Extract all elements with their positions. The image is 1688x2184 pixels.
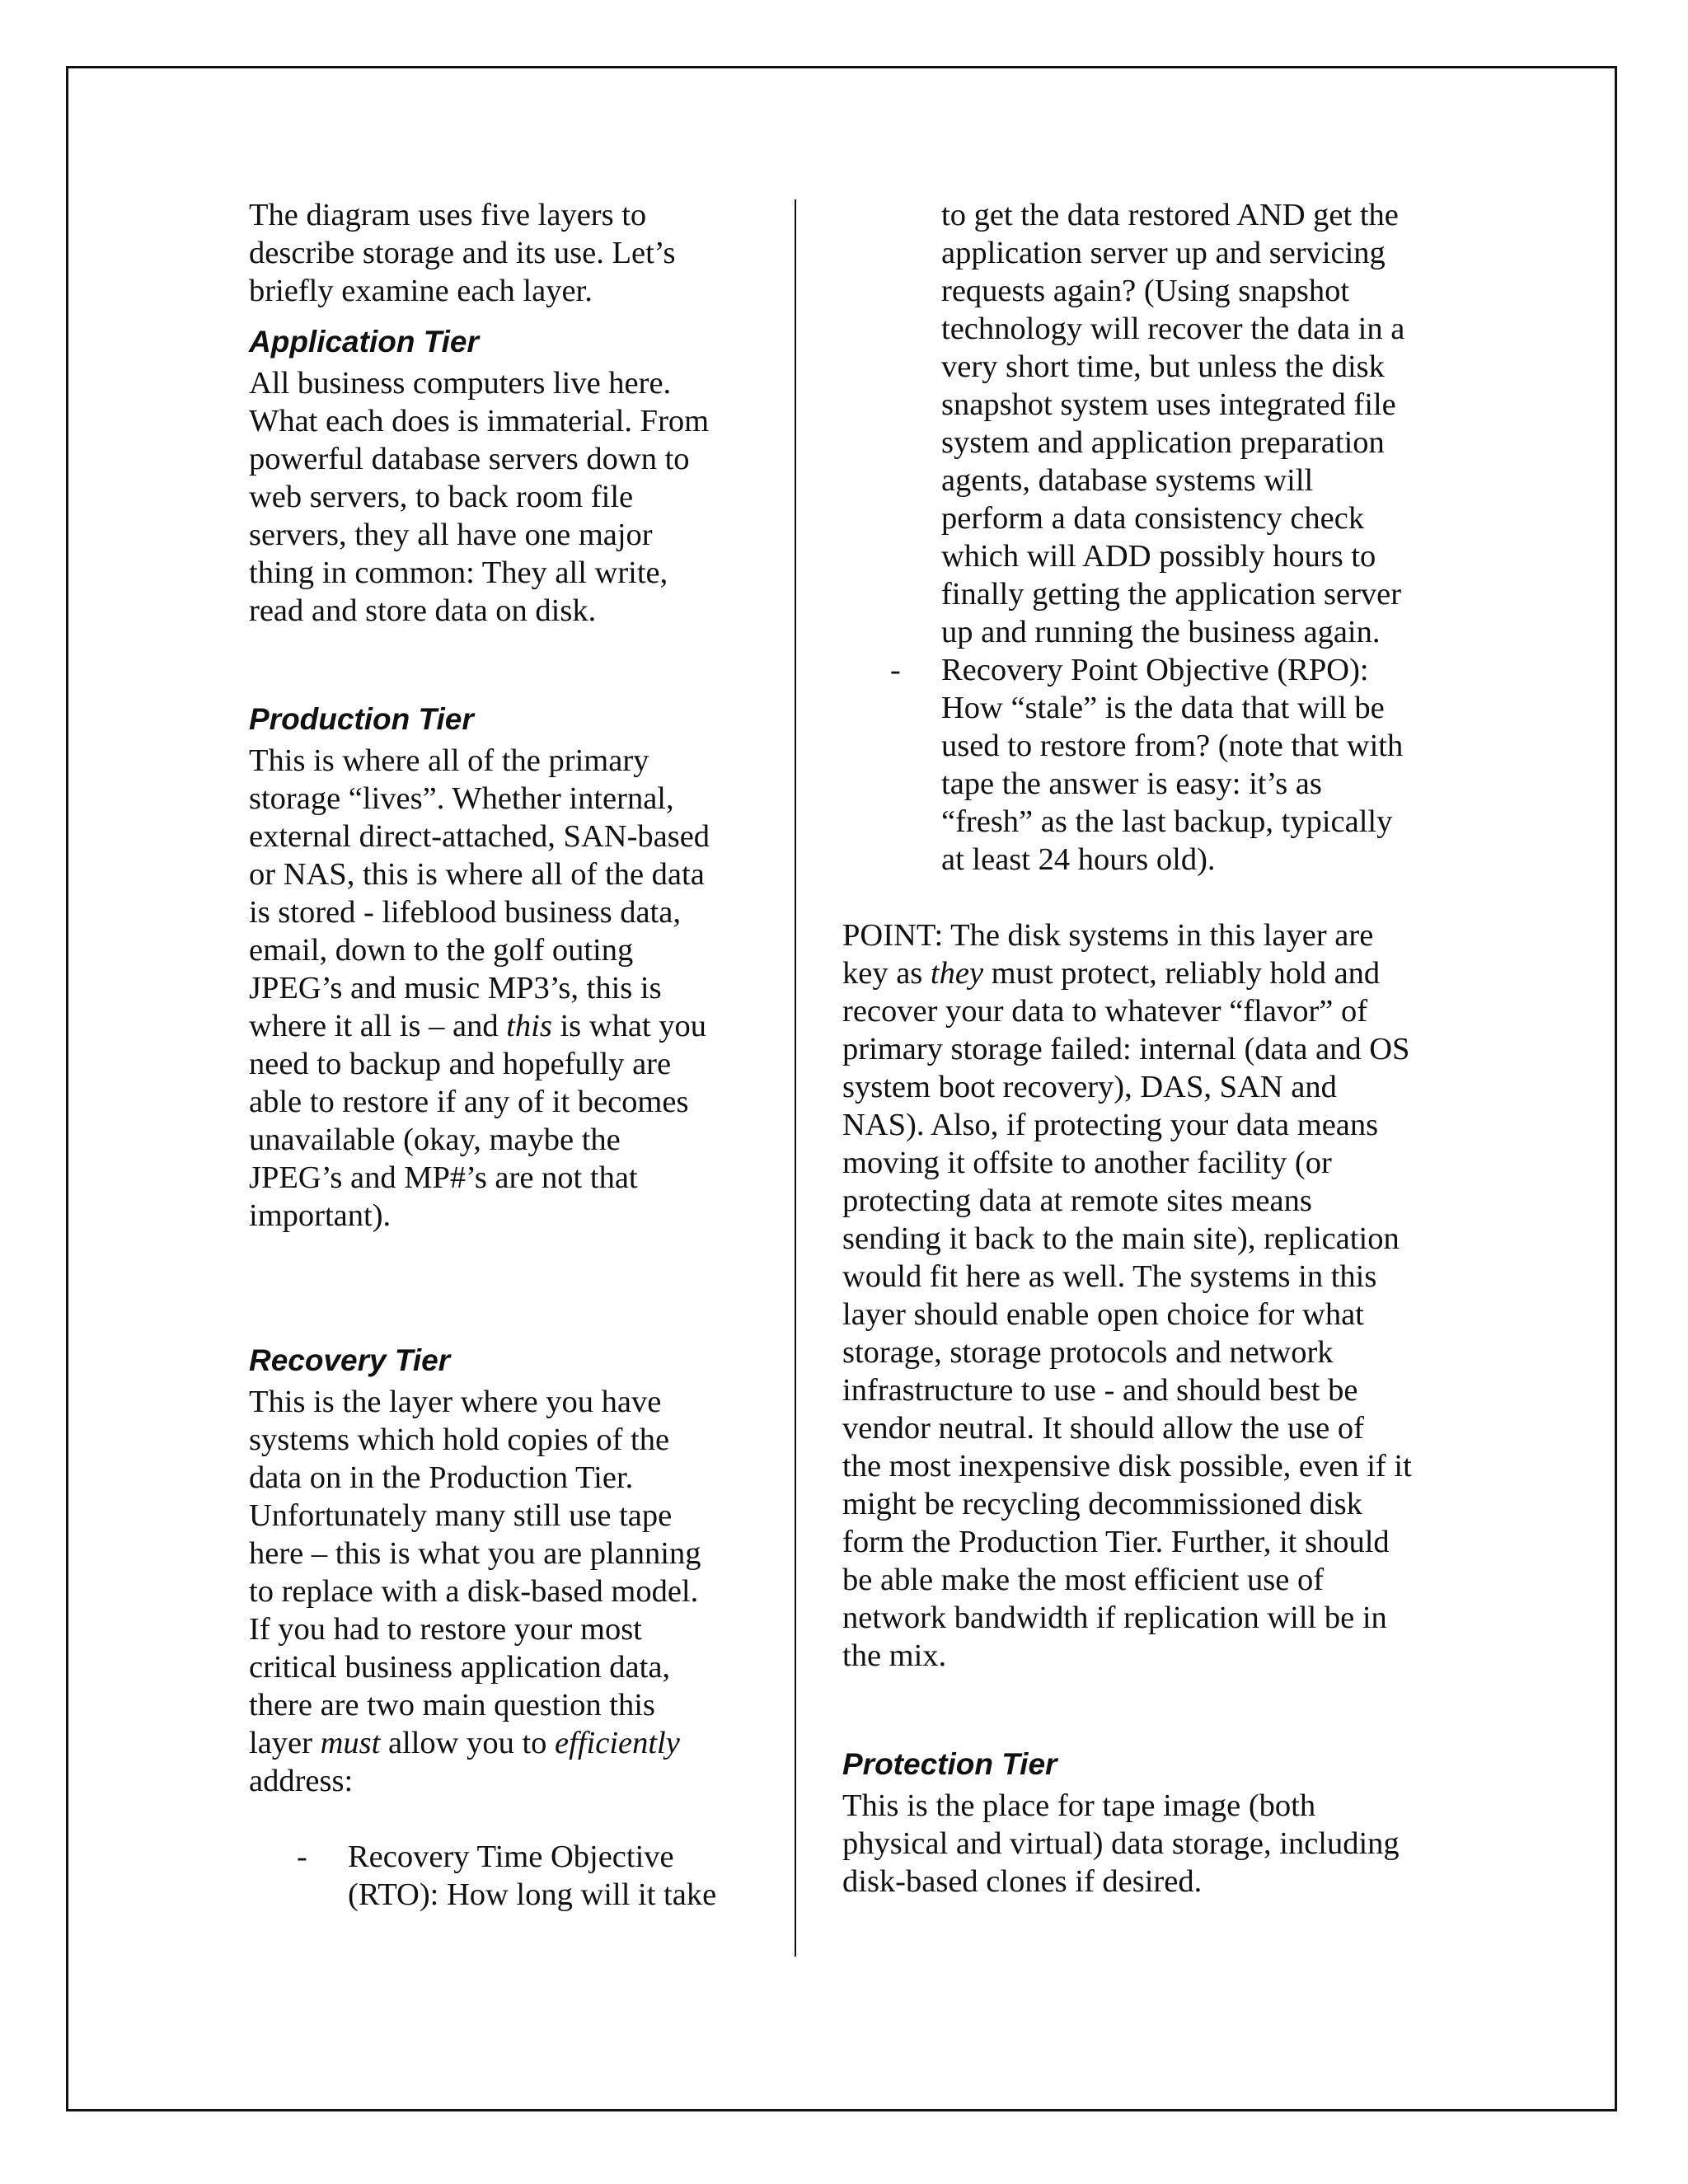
- text-line: is stored - lifeblood business data,: [249, 895, 681, 930]
- text-line: email, down to the golf outing: [249, 933, 634, 968]
- protection-tier-paragraph: [842, 1787, 1452, 1900]
- text-line: read and store data on disk.: [249, 593, 597, 628]
- text-line: the most inexpensive disk possible, even if it: [842, 1449, 1412, 1483]
- text-line: be able make the most efficient use of: [842, 1563, 1325, 1597]
- text-line: powerful database servers down to: [249, 442, 690, 476]
- point-paragraph: [842, 916, 1452, 1675]
- text-line: If you had to restore your most: [249, 1612, 642, 1647]
- text-line: POINT: The disk systems in this layer are: [842, 918, 1374, 953]
- text-line: disk-based clones if desired.: [842, 1864, 1203, 1899]
- text-line: infrastructure to use - and should best be: [842, 1373, 1358, 1408]
- text-line: there are two main question this: [249, 1688, 655, 1722]
- text-line: form the Production Tier. Further, it should: [842, 1525, 1390, 1559]
- text-line: thing in common: They all write,: [249, 555, 668, 590]
- text-line: This is where all of the primary: [249, 743, 649, 778]
- column-divider: [795, 199, 796, 1957]
- text-line: need to backup and hopefully are: [249, 1047, 672, 1081]
- text-line: (RTO): How long will it take: [348, 1877, 717, 1912]
- text-line: recover your data to whatever “flavor” of: [842, 994, 1368, 1029]
- text-line: or NAS, this is where all of the data: [249, 857, 705, 892]
- text-line: important).: [249, 1198, 392, 1233]
- text-run: is what you: [551, 1009, 706, 1043]
- text-line: technology will recover the data in a: [941, 312, 1405, 346]
- text-line: perform a data consistency check: [941, 501, 1365, 536]
- text-line: very short time, but unless the disk: [941, 349, 1385, 384]
- text-line: describe storage and its use. Let’s: [249, 236, 676, 270]
- bullet-dash: -: [890, 653, 901, 687]
- text-line: storage, storage protocols and network: [842, 1335, 1334, 1370]
- text-line: systems which hold copies of the: [249, 1422, 670, 1457]
- text-line: All business computers live here.: [249, 366, 672, 401]
- text-line: vendor neutral. It should allow the use of: [842, 1411, 1364, 1446]
- text-line: Recovery Time Objective: [348, 1840, 674, 1874]
- text-line: This is the layer where you have: [249, 1385, 662, 1419]
- text-run: where it all is – and: [249, 1009, 507, 1043]
- text-line: How “stale” is the data that will be: [941, 691, 1385, 725]
- recovery-tier-heading: Recovery Tier: [249, 1343, 451, 1377]
- text-line: storage “lives”. Whether internal,: [249, 781, 674, 816]
- emphasis-must: must: [320, 1726, 381, 1760]
- text-line: application server up and servicing: [941, 236, 1386, 270]
- text-run: must protect, reliably hold and: [983, 956, 1381, 991]
- text-line: JPEG’s and music MP3’s, this is: [249, 971, 662, 1005]
- text-line: which will ADD possibly hours to: [941, 539, 1376, 574]
- rto-bullet: [249, 1838, 760, 1914]
- text-line: The diagram uses five layers to: [249, 198, 647, 232]
- text-line: This is the place for tape image (both: [842, 1788, 1316, 1823]
- text-line: to get the data restored AND get the: [941, 198, 1399, 232]
- text-line: the mix.: [842, 1638, 947, 1673]
- text-line: address:: [249, 1764, 354, 1798]
- bullet-dash: -: [297, 1840, 307, 1874]
- left-column: [249, 196, 760, 1914]
- text-line: [249, 1724, 760, 1762]
- text-run: layer: [249, 1726, 321, 1760]
- rto-continued: [842, 196, 1452, 651]
- text-line: physical and virtual) data storage, including: [842, 1826, 1400, 1861]
- text-line: protecting data at remote sites means: [842, 1183, 1312, 1218]
- intro-paragraph: [249, 196, 760, 310]
- text-line: [842, 954, 1452, 992]
- emphasis-efficiently: efficiently: [555, 1726, 680, 1760]
- text-line: unavailable (okay, maybe the: [249, 1122, 621, 1157]
- text-line: external direct-attached, SAN-based: [249, 819, 710, 854]
- text-line: data on in the Production Tier.: [249, 1460, 634, 1495]
- production-tier-paragraph: [249, 742, 760, 1235]
- text-line: Recovery Point Objective (RPO):: [941, 653, 1369, 687]
- text-line: system and application preparation: [941, 425, 1385, 460]
- text-run: allow you to: [380, 1726, 556, 1760]
- text-line: servers, they all have one major: [249, 518, 653, 552]
- text-line: briefly examine each layer.: [249, 274, 593, 308]
- protection-tier-heading: Protection Tier: [842, 1747, 1057, 1781]
- text-line: primary storage failed: internal (data and OS: [842, 1032, 1410, 1066]
- text-line: snapshot system uses integrated file: [941, 387, 1396, 422]
- text-line: at least 24 hours old).: [941, 842, 1216, 877]
- text-line: “fresh” as the last backup, typically: [941, 804, 1393, 839]
- text-line: requests again? (Using snapshot: [941, 274, 1350, 308]
- text-line: layer should enable open choice for what: [842, 1297, 1364, 1332]
- text-line: tape the answer is easy: it’s as: [941, 766, 1322, 801]
- text-line: up and running the business again.: [941, 615, 1381, 649]
- text-line: network bandwidth if replication will be in: [842, 1601, 1387, 1635]
- application-tier-paragraph: [249, 364, 760, 630]
- text-line: used to restore from? (note that with: [941, 729, 1404, 763]
- production-tier-heading: Production Tier: [249, 702, 474, 736]
- application-tier-heading: Application Tier: [249, 325, 479, 359]
- text-line: Unfortunately many still use tape: [249, 1498, 673, 1533]
- text-line: JPEG’s and MP#’s are not that: [249, 1160, 638, 1195]
- text-line: web servers, to back room file: [249, 480, 634, 514]
- text-line: might be recycling decommissioned disk: [842, 1487, 1362, 1521]
- text-line: sending it back to the main site), replication: [842, 1221, 1400, 1256]
- text-line: What each does is immaterial. From: [249, 404, 710, 438]
- right-column: [842, 196, 1452, 1900]
- text-line: to replace with a disk-based model.: [249, 1574, 699, 1609]
- text-run: key as: [842, 956, 931, 991]
- text-line: NAS). Also, if protecting your data means: [842, 1108, 1379, 1142]
- recovery-tier-paragraph: [249, 1383, 760, 1800]
- text-line: critical business application data,: [249, 1650, 671, 1685]
- emphasis-this: this: [506, 1009, 552, 1043]
- text-line: would fit here as well. The systems in this: [842, 1259, 1377, 1294]
- text-line: here – this is what you are planning: [249, 1536, 701, 1571]
- text-line: able to restore if any of it becomes: [249, 1085, 689, 1119]
- rpo-bullet: [842, 651, 1452, 879]
- emphasis-they: they: [930, 956, 984, 991]
- text-line: finally getting the application server: [941, 577, 1402, 612]
- text-line: moving it offsite to another facility (or: [842, 1146, 1332, 1180]
- text-line: [249, 1007, 760, 1045]
- text-line: system boot recovery), DAS, SAN and: [842, 1070, 1337, 1104]
- text-line: agents, database systems will: [941, 463, 1314, 498]
